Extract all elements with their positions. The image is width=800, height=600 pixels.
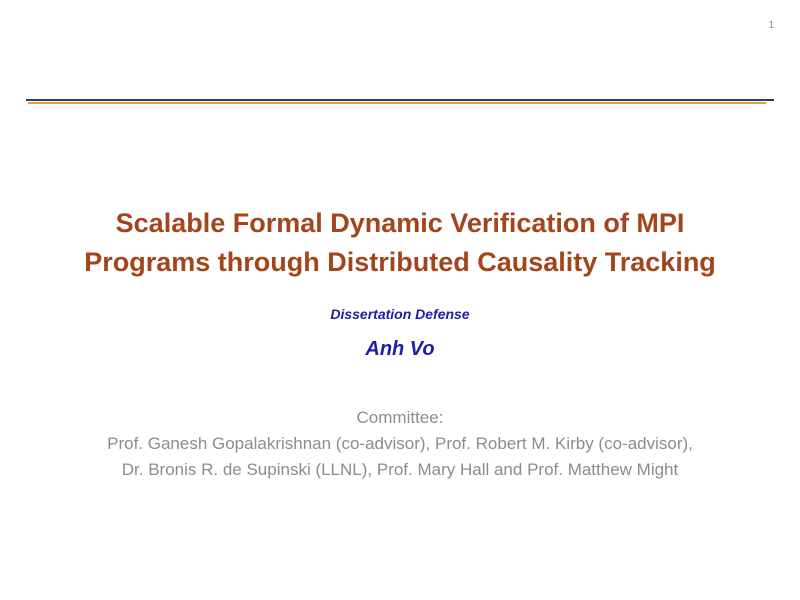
header-rule-dark bbox=[26, 99, 774, 101]
slide-number: 1 bbox=[768, 20, 774, 31]
committee-block bbox=[20, 405, 780, 483]
committee-line-2: Dr. Bronis R. de Supinski (LLNL), Prof. Mary Hall and Prof. Matthew Might bbox=[121, 460, 679, 479]
header-rule-orange bbox=[28, 102, 766, 104]
slide-subtitle: Dissertation Defense bbox=[330, 306, 470, 322]
slide-title-line-2: Programs through Distributed Causality Tracking bbox=[84, 247, 716, 277]
slide-title bbox=[40, 204, 760, 282]
slide-title-line-1: Scalable Formal Dynamic Verification of MPI bbox=[115, 208, 685, 238]
committee-heading: Committee: bbox=[356, 408, 444, 427]
committee-line-1: Prof. Ganesh Gopalakrishnan (co-advisor), Prof. Robert M. Kirby (co-advisor), bbox=[107, 434, 693, 453]
author-name: Anh Vo bbox=[365, 338, 435, 360]
